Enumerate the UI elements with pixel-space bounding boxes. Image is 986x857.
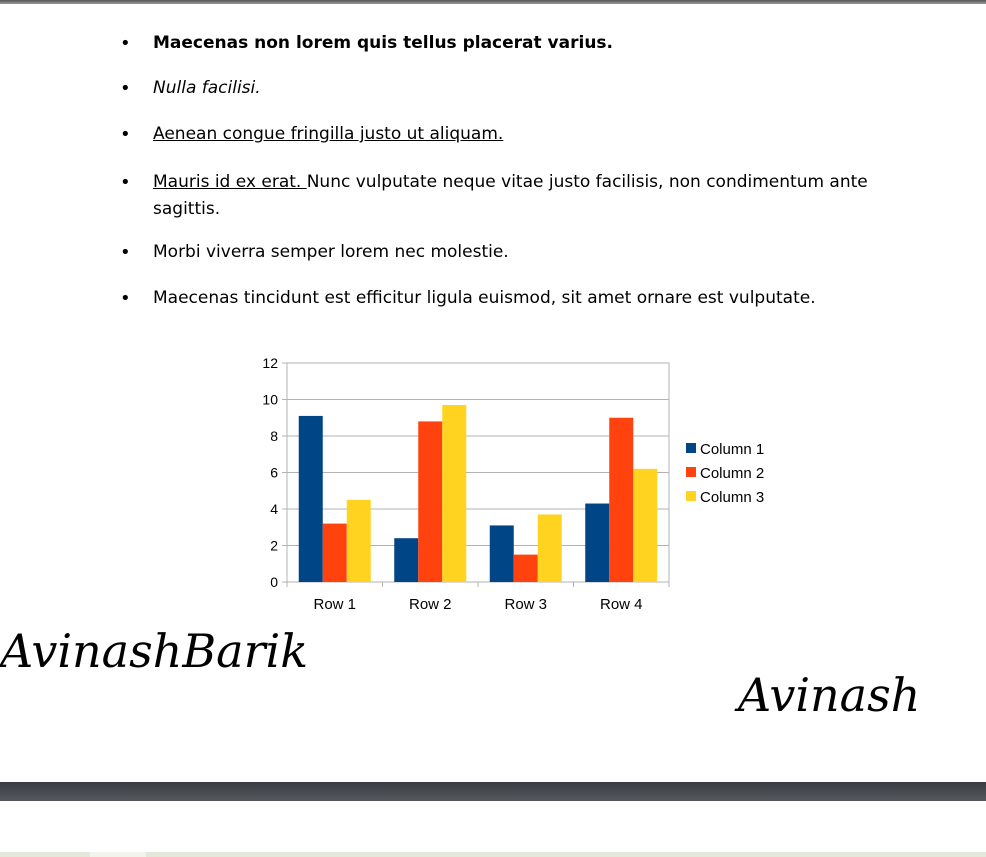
bar [442,405,466,582]
y-tick-label: 2 [270,537,278,554]
bar [538,514,562,582]
list-item [120,239,900,266]
legend-label: Column 2 [700,465,765,482]
y-tick-label: 6 [270,464,278,481]
bar [585,504,609,582]
list-item [120,285,900,312]
bar [514,555,538,582]
bar [418,421,442,582]
status-tab[interactable] [90,852,146,857]
list-item [120,75,900,102]
bar [490,525,514,582]
bar-chart [240,347,800,627]
document-page [0,4,986,782]
bullet-text-4-underlined: Mauris id ex erat. [153,172,307,192]
bullet-text-3: Aenean congue fringilla justo ut aliquam. [153,124,504,144]
list-item [120,121,900,148]
bar [299,416,323,582]
y-tick-label: 4 [270,501,278,517]
bullet-text-4: Nunc vulputate neque vitae justo facilisis, non condimentum ante sagittis. [153,172,868,219]
bar [394,538,418,582]
list-item [120,169,900,223]
status-bar [0,852,986,857]
y-tick-label: 10 [262,391,278,408]
legend-swatch [686,467,696,477]
legend-label: Column 3 [700,489,765,506]
legend-swatch [686,443,696,453]
bar [323,524,347,582]
bar [347,500,371,582]
x-tick-label: Row 1 [313,596,357,613]
bar [609,418,633,582]
legend-label: Column 1 [700,441,765,458]
list-item [120,30,900,57]
y-tick-label: 0 [270,574,278,590]
bullet-list [120,30,900,312]
workspace-below-page [0,801,986,852]
x-tick-label: Row 3 [504,596,548,613]
page-bottom-bar [0,782,986,801]
bullet-text-6: Maecenas tincidunt est efficitur ligula euismod, sit amet ornare est vulputate. [153,288,816,308]
bar [633,469,657,582]
x-tick-label: Row 4 [599,596,643,613]
signature-right: Avinash [738,668,921,722]
bullet-text-5: Morbi viverra semper lorem nec molestie. [153,242,509,262]
bullet-text-1: Maecenas non lorem quis tellus placerat varius. [153,33,613,53]
legend-swatch [686,491,696,501]
x-tick-label: Row 2 [408,596,452,613]
bullet-text-2: Nulla facilisi. [153,78,261,98]
y-tick-label: 12 [262,355,278,371]
y-tick-label: 8 [270,428,278,444]
signature-left: AvinashBarik [0,624,309,678]
